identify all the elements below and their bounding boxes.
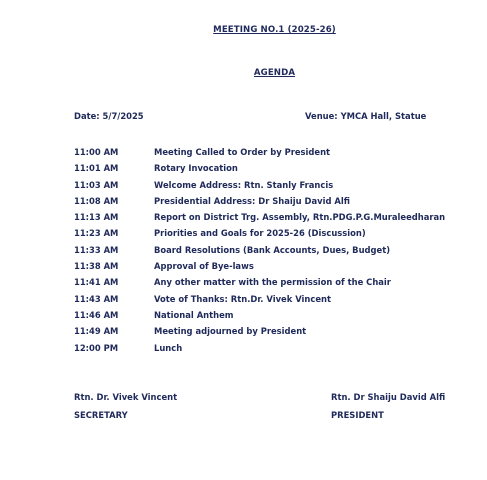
agenda-item: Meeting adjourned by President — [154, 326, 307, 337]
agenda-item: Any other matter with the permission of the Chair — [154, 277, 391, 288]
agenda-item: National Anthem — [154, 309, 234, 320]
meeting-date: Date: 5/7/2025 — [74, 111, 144, 121]
agenda-time: 11:43 AM — [74, 293, 119, 304]
agenda-row — [74, 225, 464, 241]
agenda-item: Presidential Address: Dr Shaiju David Alfi — [154, 195, 350, 206]
agenda-item: Welcome Address: Rtn. Stanly Francis — [154, 179, 334, 190]
agenda-row — [74, 258, 464, 274]
agenda-time: 11:13 AM — [74, 212, 119, 223]
agenda-time: 11:41 AM — [74, 277, 119, 288]
agenda-time: 11:49 AM — [74, 326, 119, 337]
president-title: PRESIDENT — [331, 410, 384, 420]
agenda-time: 11:33 AM — [74, 244, 119, 255]
agenda-item: Priorities and Goals for 2025-26 (Discussion) — [154, 228, 366, 239]
agenda-row — [74, 242, 464, 258]
president-name: Rtn. Dr Shaiju David Alfi — [331, 392, 446, 402]
agenda-row — [74, 323, 464, 339]
agenda-item: Lunch — [154, 342, 183, 353]
agenda-item: Rotary Invocation — [154, 163, 238, 174]
agenda-row — [74, 177, 464, 193]
agenda-item: Approval of Bye-laws — [154, 261, 254, 272]
agenda-item: Meeting Called to Order by President — [154, 147, 331, 157]
agenda-time: 11:08 AM — [74, 195, 119, 206]
agenda-item: Vote of Thanks: Rtn.Dr. Vivek Vincent — [154, 293, 331, 304]
agenda-row — [74, 160, 464, 176]
agenda-time: 11:00 AM — [74, 147, 119, 157]
agenda-row — [74, 307, 464, 323]
agenda-time: 12:00 PM — [74, 342, 119, 353]
agenda-time: 11:23 AM — [74, 228, 119, 239]
agenda-item: Board Resolutions (Bank Accounts, Dues, Budget) — [154, 244, 391, 255]
agenda-row — [74, 144, 464, 160]
agenda-time: 11:38 AM — [74, 261, 119, 272]
agenda-row — [74, 340, 464, 356]
agenda-row — [74, 209, 464, 225]
meeting-venue: Venue: YMCA Hall, Statue — [305, 111, 427, 121]
secretary-name: Rtn. Dr. Vivek Vincent — [74, 392, 178, 402]
agenda-item: Report on District Trg. Assembly, Rtn.PDG.P.G.Muraleedharan — [154, 212, 446, 223]
agenda-time: 11:03 AM — [74, 179, 119, 190]
agenda-row — [74, 193, 464, 209]
secretary-title: SECRETARY — [74, 410, 128, 420]
agenda-row — [74, 291, 464, 307]
meeting-title: MEETING NO.1 (2025-26) — [213, 25, 336, 35]
agenda-time: 11:46 AM — [74, 309, 119, 320]
agenda-heading: AGENDA — [253, 68, 296, 78]
agenda-row — [74, 274, 464, 290]
agenda-list — [74, 144, 464, 356]
agenda-time: 11:01 AM — [74, 163, 119, 174]
